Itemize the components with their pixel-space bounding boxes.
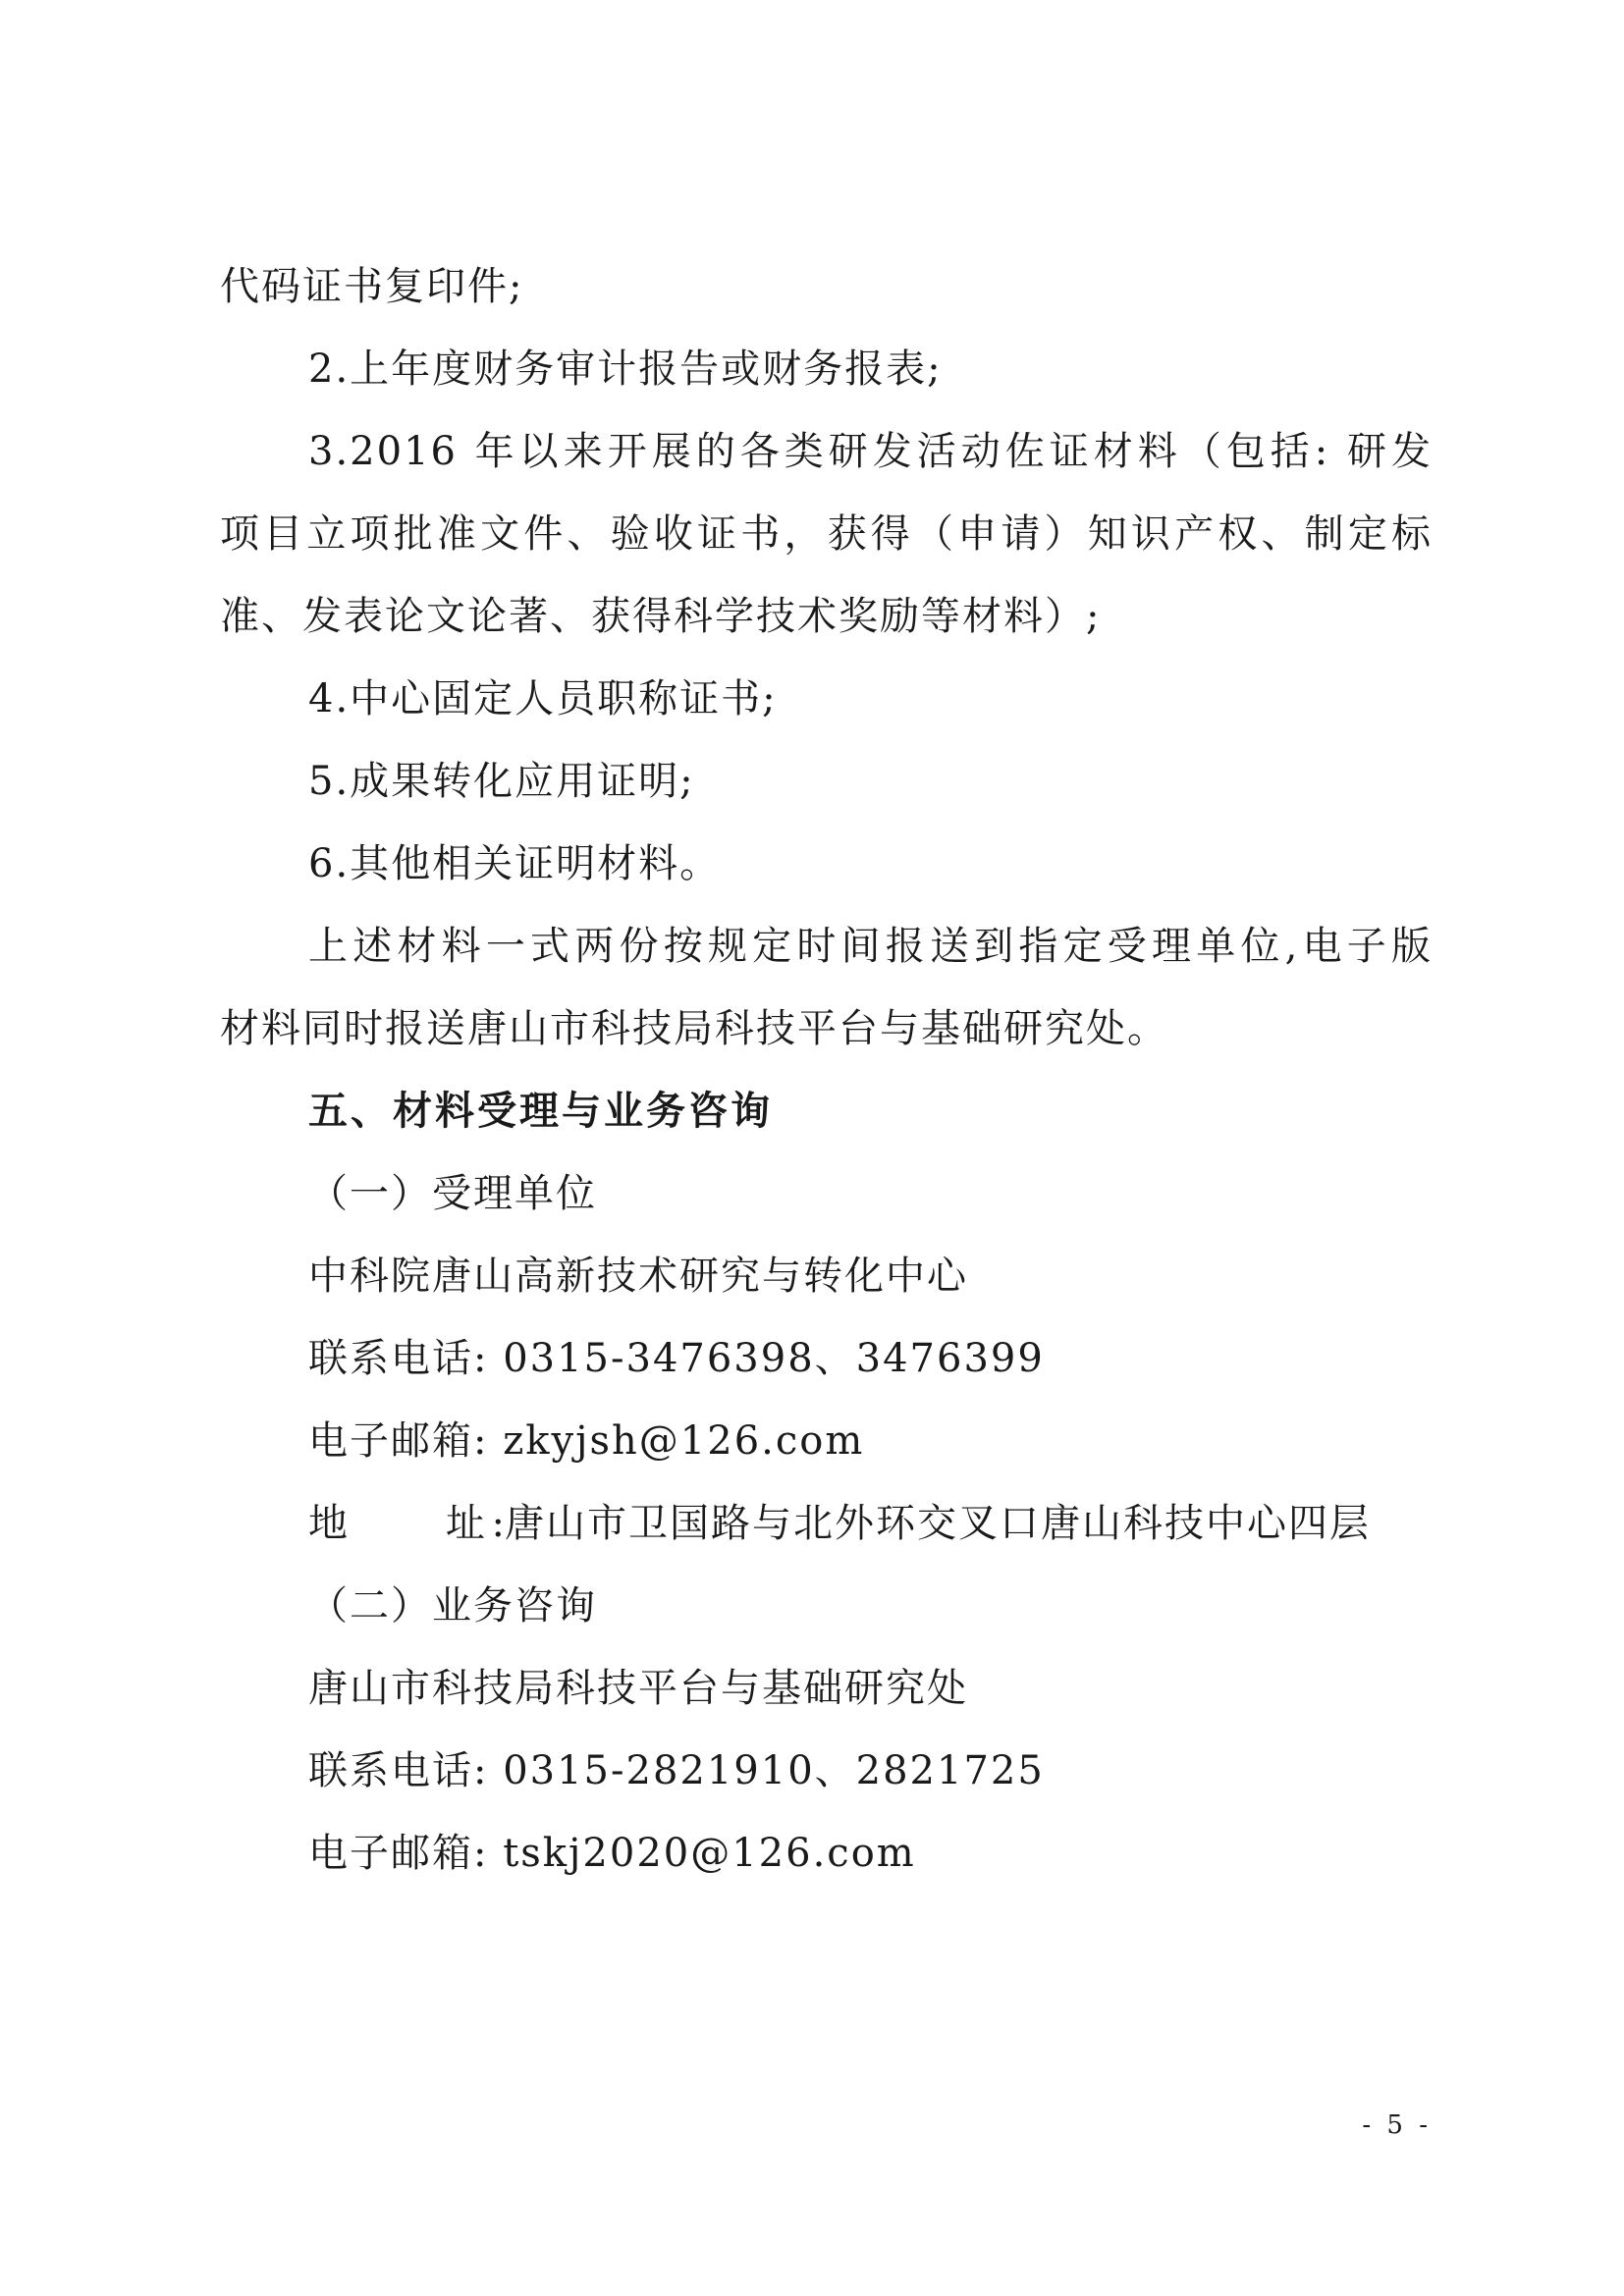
consulting-org: 唐山市科技局科技平台与基础研究处 bbox=[308, 1666, 968, 1711]
list-item-other-materials: 6.其他相关证明材料。 bbox=[308, 841, 722, 886]
address-label: 地 址: bbox=[308, 1501, 505, 1546]
acceptance-phone: 联系电话: 0315-3476398、3476399 bbox=[308, 1336, 1045, 1381]
page-number: - 5 - bbox=[1362, 2110, 1432, 2140]
list-item-rd-evidence: 3.2016 年以来开展的各类研发活动佐证材料（包括: 研发 bbox=[308, 429, 1433, 474]
address-value: 唐山市卫国路与北外环交叉口唐山科技中心四层 bbox=[505, 1501, 1371, 1546]
acceptance-email: 电子邮箱: zkyjsh@126.com bbox=[308, 1418, 865, 1464]
consulting-email: 电子邮箱: tskj2020@126.com bbox=[308, 1831, 916, 1876]
subsection-title-acceptance: （一）受理单位 bbox=[308, 1171, 597, 1216]
text-line: 项目立项批准文件、验收证书，获得（申请）知识产权、制定标 bbox=[220, 511, 1433, 557]
page-content bbox=[220, 245, 1433, 1895]
list-item-audit-report: 2.上年度财务审计报告或财务报表; bbox=[308, 347, 943, 392]
text-line: 材料同时报送唐山市科技局科技平台与基础研究处。 bbox=[220, 1006, 1168, 1051]
submission-paragraph: 上述材料一式两份按规定时间报送到指定受理单位,电子版 bbox=[308, 924, 1433, 969]
text-line: 代码证书复印件; bbox=[220, 264, 524, 309]
acceptance-address bbox=[220, 1482, 1433, 1565]
list-item-certificates: 4.中心固定人员职称证书; bbox=[308, 676, 778, 721]
consulting-phone: 联系电话: 0315-2821910、2821725 bbox=[308, 1748, 1045, 1793]
section-heading: 五、材料受理与业务咨询 bbox=[308, 1089, 773, 1134]
text-line: 准、发表论文论著、获得科学技术奖励等材料）; bbox=[220, 594, 1102, 639]
subsection-title-consulting: （二）业务咨询 bbox=[308, 1583, 597, 1629]
acceptance-org: 中科院唐山高新技术研究与转化中心 bbox=[308, 1254, 968, 1299]
list-item-transfer-proof: 5.成果转化应用证明; bbox=[308, 759, 695, 804]
